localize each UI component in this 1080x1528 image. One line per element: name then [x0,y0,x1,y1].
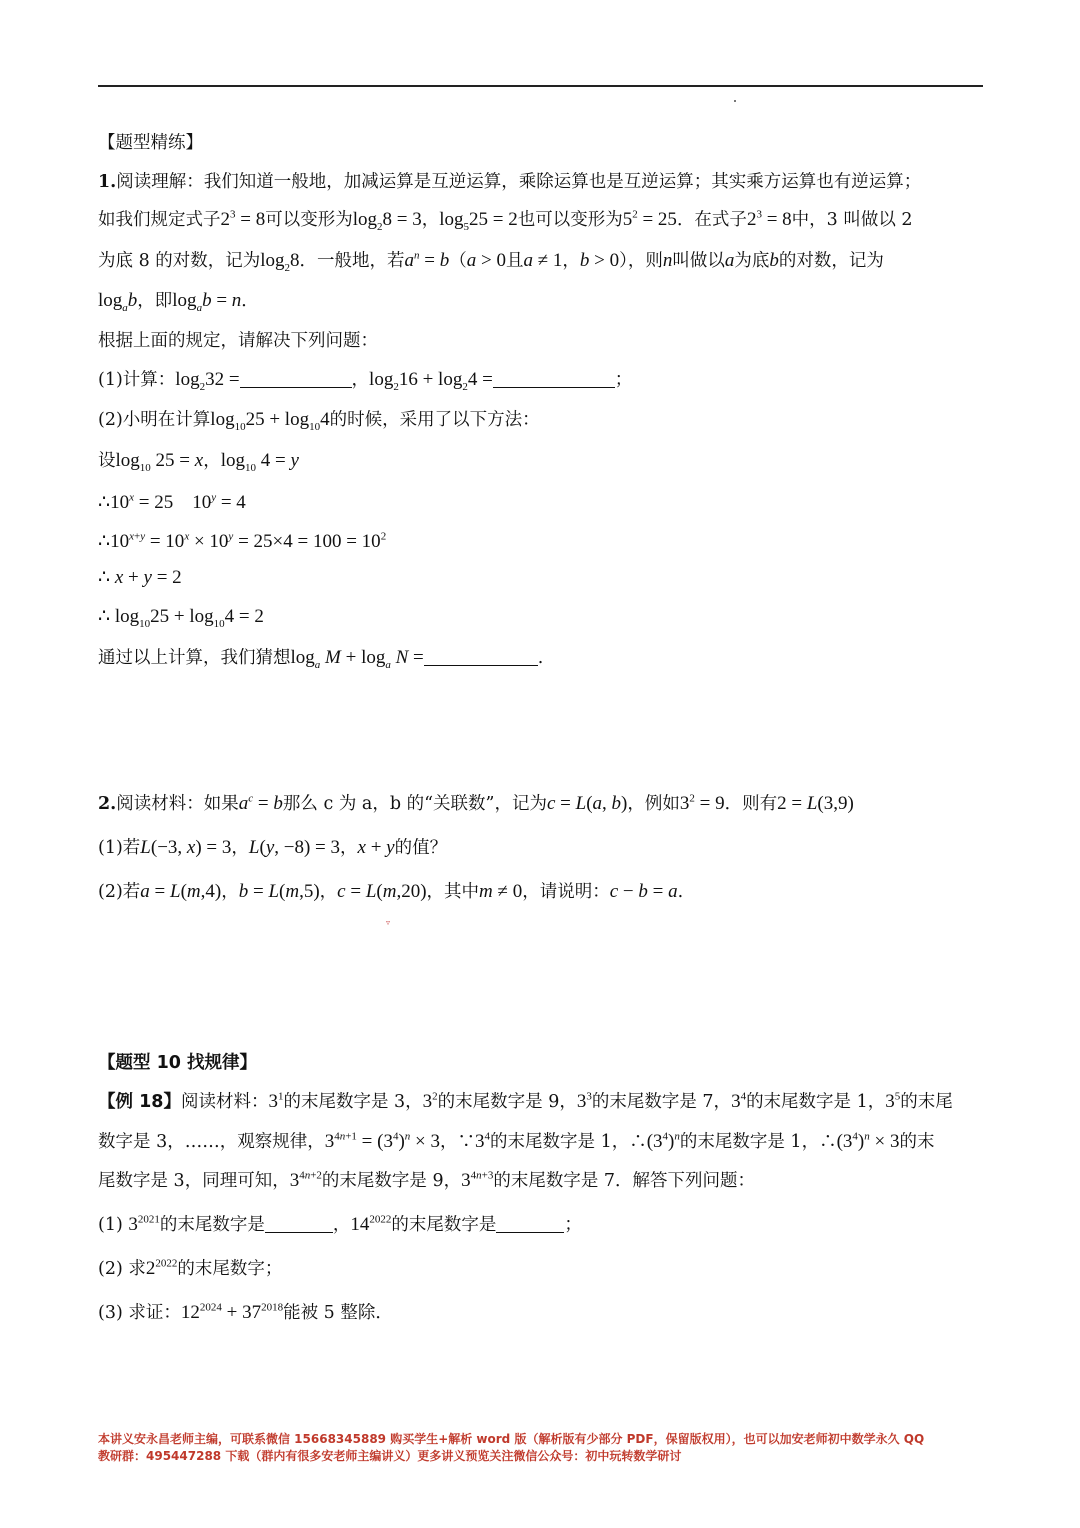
footer-line2: 教研群：495447288 下载（群内有很多安老师主编讲义）更多讲义预览关注微信公众号：初中玩转数学研讨 [98,1449,682,1463]
ex18-part3: (3) 求证：$12^{2024} + 37^{2018}$能被 5 整除． [98,1301,393,1323]
answer-blank[interactable] [240,371,352,388]
stray-mark: ▿ [386,918,391,927]
q2-part2: (2)若a = L(m,4)，b = L(m,5)，c = L(m,20)，其中m ≠ 0，请说明：c − b = a. [98,881,684,902]
q1-step-1: $\therefore 10^x = 25$ $10^y = 4$ [98,491,246,513]
q2-line1: 2.阅读材料：如果$a^c = b$那么 c 为 a，b 的“关联数”，记为c = L(a, b)，例如$3^2 = 9$．则有2 = L(3,9) [98,792,854,814]
ex18-part2: (2) 求$2^{2022}$的末尾数字； [98,1257,283,1279]
q1-step-set: 设$\log_{10} 25 = x$，$\log_{10} 4 = y$ [98,450,299,474]
ex18-line1: 【例 18】阅读材料：$3^1$的末尾数字是 3，$3^2$的末尾数字是 9，$3^3$的末尾数字是 7，$3^4$的末尾数字是 1，$3^5$的末尾 [98,1090,953,1112]
q1-line2: 如我们规定式子$2^3 = 8$可以变形为$\log_28 = 3$，$\log_525 = 2$也可以变形为$5^2 = 25$．在式子$2^3 = 8$中，3 叫做以 2 [98,208,913,233]
ex18-part1: (1) $3^{2021}$的末尾数字是 ，$14^{2022}$的末尾数字是 ； [98,1213,582,1235]
q1-conclusion: 通过以上计算，我们猜想$\log_a M + \log_a N$ = . [98,647,544,671]
q1-line3: 为底 8 的对数，记为$\log_28$．一般地，若$a^n = b(a > 0$且a ≠ 1，b > 0），则n叫做以a为底b的对数，记为 [98,249,884,274]
stray-mark [734,100,736,102]
answer-blank[interactable] [496,1216,564,1233]
q1-step-4: ∴ $\log_{10}25 + \log_{10}4 = 2$ [98,606,264,630]
answer-blank[interactable] [265,1216,333,1233]
footer-line1: 本讲义安永昌老师主编，可联系微信 15668345889 购买学生+解析 word 版（解析版有少部分 PDF，保留版权用），也可以加安老师初中数学永久 QQ [98,1432,925,1446]
q1-part1: (1)计算：$\log_232$ = ，$\log_216 + \log_24$ = ； [98,369,633,393]
q2-part1: (1)若L(−3, x) = 3，L(y, −8) = 3，x + y的值？ [98,837,448,858]
q1-step-2: $\therefore 10^{x+y} = 10^x \times 10^y = 25\times 4 = 100 = 10^2$ [98,530,387,552]
q1-line1: 1.阅读理解：我们知道一般地，加减运算是互逆运算，乘除运算也是互逆运算；其实乘方运算也有逆运算； [98,172,922,192]
q1-line4: $\log_ab$，即$\log_ab = n$． [98,290,259,314]
q1-line5: 根据上面的规定，请解决下列问题： [98,331,378,351]
header-rule [98,85,983,87]
ex18-line2: 数字是 3，……，观察规律，$3^{4n+1} = (3^4)^n \times 3$，$\because 3^4$的末尾数字是 1，$\therefore(3^4)^n$的末尾数字是 1，$\therefore(3^4)^n \times 3$的末 [98,1130,935,1152]
q1-part2: (2)小明在计算$\log_{10}25 + \log_{10}4$的时候，采用了以下方法： [98,409,540,433]
section-heading: 【题型精练】 [98,133,203,153]
ex18-line3: 尾数字是 3，同理可知，$3^{4n+2}$的末尾数字是 9，$3^{4n+3}$的末尾数字是 7．解答下列问题： [98,1169,756,1191]
q1-step-3: ∴ x + y = 2 [98,567,182,588]
answer-blank[interactable] [424,649,538,666]
answer-blank[interactable] [493,371,615,388]
section10-heading: 【题型 10 找规律】 [98,1053,258,1073]
